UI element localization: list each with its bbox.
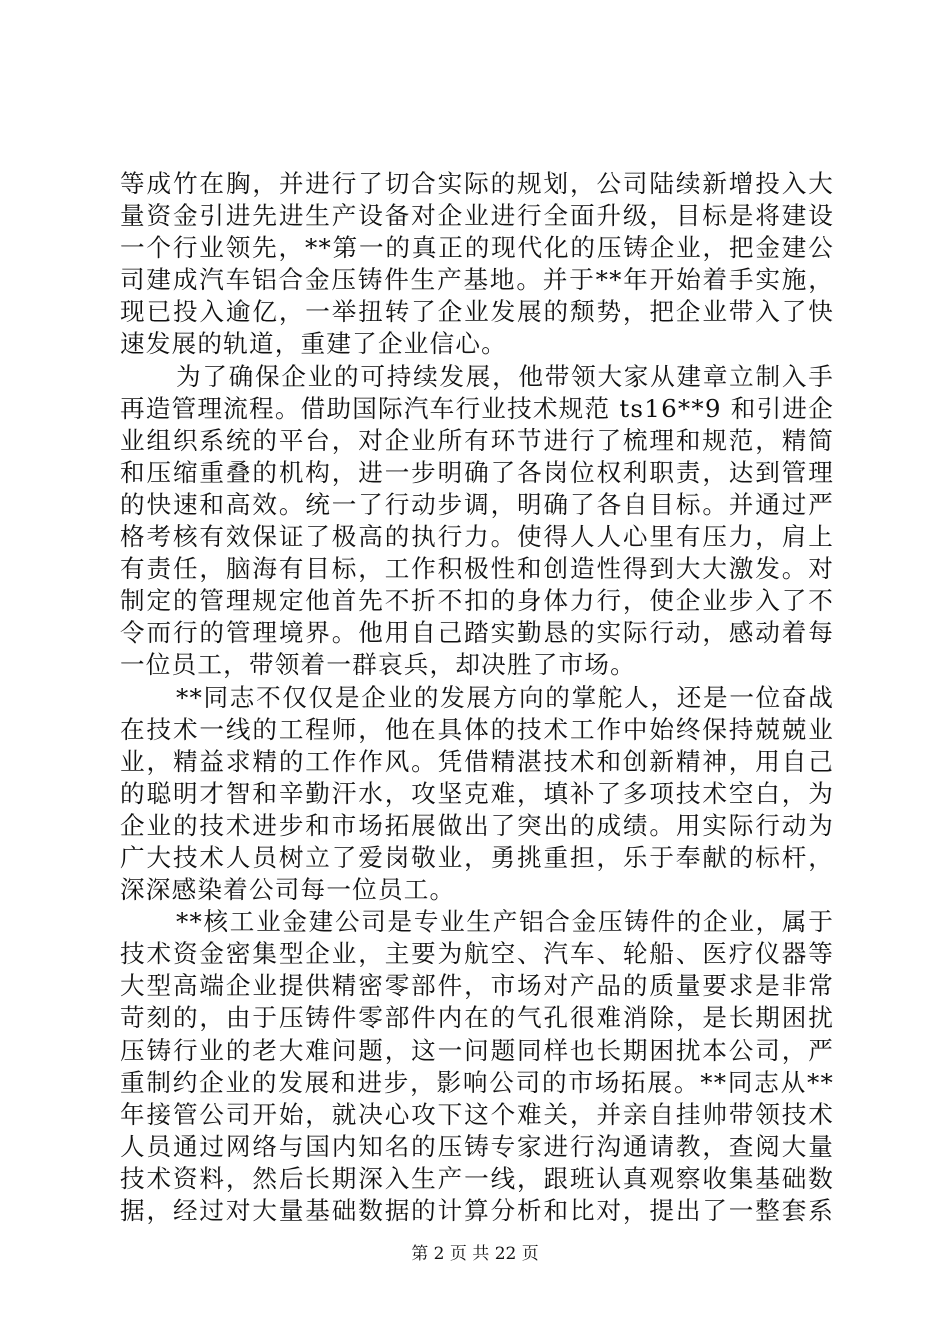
text-line: 技术资料，然后长期深入生产一线，跟班认真观察收集基础数 [120,1163,834,1193]
text-line: 有责任，脑海有目标，工作积极性和创造性得到大大激发。对 [120,554,834,584]
text-line: 广大技术人员树立了爱岗敬业，勇挑重担，乐于奉献的标杆， [120,842,834,872]
text-line: 现已投入逾亿，一举扭转了企业发展的颓势，把企业带入了快 [120,297,834,327]
document-body [120,168,834,1227]
text-line: 一位员工，带领着一群哀兵，却决胜了市场。 [120,650,636,680]
text-line: 量资金引进先进生产设备对企业进行全面升级，目标是将建设 [120,201,834,231]
text-line: 业组织系统的平台，对企业所有环节进行了梳理和规范，精简 [120,425,834,455]
text-line: 制定的管理规定他首先不折不扣的身体力行，使企业步入了不 [120,586,834,616]
text-line: 的聪明才智和辛勤汗水，攻坚克难，填补了多项技术空白，为 [120,778,834,808]
text-line: 人员通过网络与国内知名的压铸专家进行沟通请教，查阅大量 [120,1131,834,1161]
text-line: 司建成汽车铝合金压铸件生产基地。并于**年开始着手实施， [120,265,834,295]
text-line: 苛刻的，由于压铸件零部件内在的气孔很难消除，是长期困扰 [120,1003,834,1033]
text-line: 大型高端企业提供精密零部件，市场对产品的质量要求是非常 [120,971,834,1001]
text-line: 格考核有效保证了极高的执行力。使得人人心里有压力，肩上 [120,522,834,552]
text-line: 再造管理流程。借助国际汽车行业技术规范 ts16**9 和引进企 [120,393,834,423]
text-line: 压铸行业的老大难问题，这一问题同样也长期困扰本公司，严 [120,1035,834,1065]
text-line: 等成竹在胸，并进行了切合实际的规划，公司陆续新增投入大 [120,169,834,198]
text-line: 速发展的轨道，重建了企业信心。 [120,329,507,359]
text-line: 令而行的管理境界。他用自己踏实勤恳的实际行动，感动着每 [120,618,834,648]
text-line: 和压缩重叠的机构，进一步明确了各岗位权利职责，达到管理 [120,457,834,487]
text-line: 重制约企业的发展和进步，影响公司的市场拓展。**同志从** [120,1067,834,1097]
text-line: 据，经过对大量基础数据的计算分析和比对，提出了一整套系 [120,1196,834,1225]
text-line: 深深感染着公司每一位员工。 [120,875,456,905]
paragraph-first-line: 为了确保企业的可持续发展，他带领大家从建章立制入手 [176,361,834,391]
paragraph-first-line: **同志不仅仅是企业的发展方向的掌舵人，还是一位奋战 [176,682,834,712]
text-line: 年接管公司开始，就决心攻下这个难关，并亲自挂帅带领技术 [120,1099,834,1129]
text-line: 技术资金密集型企业，主要为航空、汽车、轮船、医疗仪器等 [120,939,834,969]
text-line: 业，精益求精的工作作风。凭借精湛技术和创新精神，用自己 [120,746,834,776]
text-line: 一个行业领先，**第一的真正的现代化的压铸企业，把金建公 [120,233,834,263]
page-number-footer: 第 2 页 共 22 页 [411,1244,539,1264]
paragraph-first-line: **核工业金建公司是专业生产铝合金压铸件的企业，属于 [176,907,834,937]
text-line: 的快速和高效。统一了行动步调，明确了各自目标。并通过严 [120,489,834,519]
text-line: 在技术一线的工程师，他在具体的技术工作中始终保持兢兢业 [120,714,834,744]
text-line: 企业的技术进步和市场拓展做出了突出的成绩。用实际行动为 [120,810,834,840]
